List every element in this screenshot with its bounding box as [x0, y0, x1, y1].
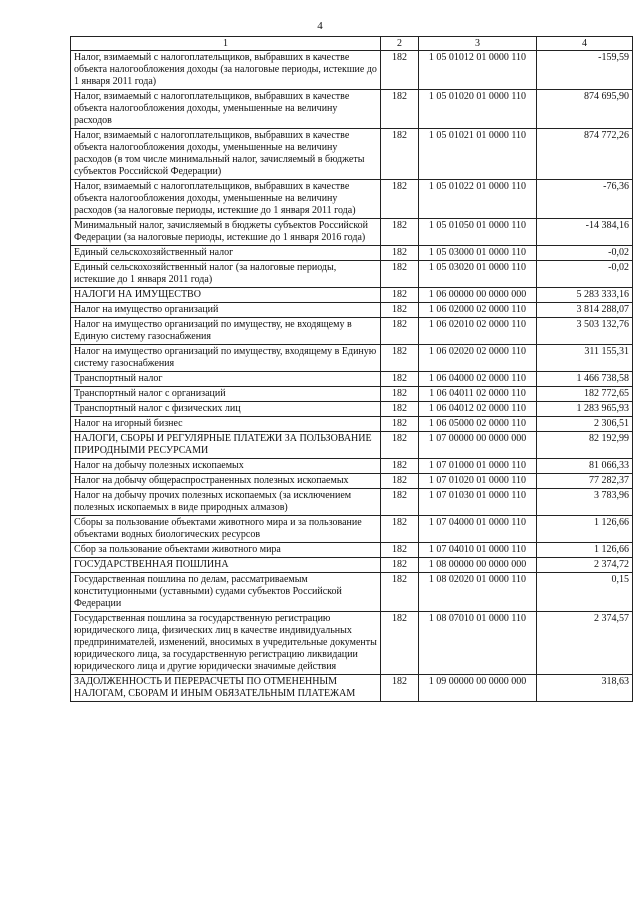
- row-kbk: 1 07 04010 01 0000 110: [419, 543, 537, 558]
- column-header-amount: 4: [537, 37, 633, 51]
- table-row: [71, 51, 633, 90]
- row-amount: 2 306,51: [537, 417, 633, 432]
- row-kbk: 1 05 03000 01 0000 110: [419, 246, 537, 261]
- row-name: НАЛОГИ, СБОРЫ И РЕГУЛЯРНЫЕ ПЛАТЕЖИ ЗА ПОЛЬЗОВАНИЕ ПРИРОДНЫМИ РЕСУРСАМИ: [71, 432, 381, 459]
- row-kbk: 1 05 03020 01 0000 110: [419, 261, 537, 288]
- row-kbk: 1 06 05000 02 0000 110: [419, 417, 537, 432]
- row-kbk: 1 07 01000 01 0000 110: [419, 459, 537, 474]
- row-amount: -0,02: [537, 261, 633, 288]
- table-header-row: [71, 37, 633, 51]
- table-row: [71, 180, 633, 219]
- table-row: [71, 573, 633, 612]
- table-row: [71, 459, 633, 474]
- row-admin-code: 182: [381, 558, 419, 573]
- row-admin-code: 182: [381, 90, 419, 129]
- row-kbk: 1 05 01022 01 0000 110: [419, 180, 537, 219]
- row-admin-code: 182: [381, 261, 419, 288]
- row-name: Налог, взимаемый с налогоплательщиков, выбравших в качестве объекта налогообложения доходы (за налоговые периоды, истекшие до 1 января 2011 года): [71, 51, 381, 90]
- row-admin-code: 182: [381, 246, 419, 261]
- table-row: [71, 261, 633, 288]
- row-amount: 318,63: [537, 675, 633, 702]
- row-kbk: 1 05 01012 01 0000 110: [419, 51, 537, 90]
- column-header-kbk: 3: [419, 37, 537, 51]
- row-admin-code: 182: [381, 318, 419, 345]
- row-amount: -14 384,16: [537, 219, 633, 246]
- row-admin-code: 182: [381, 372, 419, 387]
- table-row: [71, 417, 633, 432]
- row-kbk: 1 05 01020 01 0000 110: [419, 90, 537, 129]
- row-name: Государственная пошлина по делам, рассматриваемым конституционными (уставными) судами субъектов Российской Федерации: [71, 573, 381, 612]
- row-amount: 1 466 738,58: [537, 372, 633, 387]
- row-kbk: 1 06 02000 02 0000 110: [419, 303, 537, 318]
- row-name: Налог, взимаемый с налогоплательщиков, выбравших в качестве объекта налогообложения доходы, уменьшенные на величину расходов: [71, 90, 381, 129]
- row-admin-code: 182: [381, 51, 419, 90]
- table-row: [71, 372, 633, 387]
- row-kbk: 1 06 00000 00 0000 000: [419, 288, 537, 303]
- table-row: [71, 387, 633, 402]
- row-kbk: 1 08 07010 01 0000 110: [419, 612, 537, 675]
- row-admin-code: 182: [381, 387, 419, 402]
- row-name: Сборы за пользование объектами животного мира и за пользование объектами водных биологических ресурсов: [71, 516, 381, 543]
- row-amount: 82 192,99: [537, 432, 633, 459]
- table-row: [71, 318, 633, 345]
- table-row: [71, 288, 633, 303]
- row-name: ГОСУДАРСТВЕННАЯ ПОШЛИНА: [71, 558, 381, 573]
- table-row: [71, 543, 633, 558]
- row-kbk: 1 07 00000 00 0000 000: [419, 432, 537, 459]
- table-row: [71, 558, 633, 573]
- row-amount: 1 283 965,93: [537, 402, 633, 417]
- row-amount: 0,15: [537, 573, 633, 612]
- column-header-name: 1: [71, 37, 381, 51]
- row-amount: 874 772,26: [537, 129, 633, 180]
- row-name: Налог на имущество организаций по имуществу, входящему в Единую систему газоснабжения: [71, 345, 381, 372]
- table-row: [71, 489, 633, 516]
- row-amount: 81 066,33: [537, 459, 633, 474]
- row-name: Налог на имущество организаций: [71, 303, 381, 318]
- row-name: Транспортный налог с организаций: [71, 387, 381, 402]
- page-number: 4: [317, 20, 323, 32]
- table-row: [71, 303, 633, 318]
- row-amount: -0,02: [537, 246, 633, 261]
- row-amount: 2 374,57: [537, 612, 633, 675]
- row-admin-code: 182: [381, 543, 419, 558]
- row-kbk: 1 06 04000 02 0000 110: [419, 372, 537, 387]
- row-admin-code: 182: [381, 402, 419, 417]
- row-admin-code: 182: [381, 516, 419, 543]
- row-amount: 182 772,65: [537, 387, 633, 402]
- row-admin-code: 182: [381, 474, 419, 489]
- row-admin-code: 182: [381, 129, 419, 180]
- row-admin-code: 182: [381, 489, 419, 516]
- row-name: НАЛОГИ НА ИМУЩЕСТВО: [71, 288, 381, 303]
- row-name: Транспортный налог: [71, 372, 381, 387]
- table-body: [71, 51, 633, 702]
- row-name: Государственная пошлина за государственную регистрацию юридического лица, физических лиц в качестве индивидуальных предпринимателей, изменений, вносимых в учредительные документы юридического лица, за государственную регистрацию ликвидации юридического лица и другие юридически значимые действия: [71, 612, 381, 675]
- revenue-table: [70, 36, 633, 702]
- row-kbk: 1 06 04012 02 0000 110: [419, 402, 537, 417]
- row-amount: 311 155,31: [537, 345, 633, 372]
- row-amount: 77 282,37: [537, 474, 633, 489]
- row-admin-code: 182: [381, 675, 419, 702]
- row-admin-code: 182: [381, 303, 419, 318]
- row-amount: 3 783,96: [537, 489, 633, 516]
- row-admin-code: 182: [381, 612, 419, 675]
- row-kbk: 1 08 02020 01 0000 110: [419, 573, 537, 612]
- row-name: Налог на игорный бизнес: [71, 417, 381, 432]
- row-name: Налог на добычу прочих полезных ископаемых (за исключением полезных ископаемых в виде природных алмазов): [71, 489, 381, 516]
- row-kbk: 1 06 04011 02 0000 110: [419, 387, 537, 402]
- row-admin-code: 182: [381, 573, 419, 612]
- row-admin-code: 182: [381, 345, 419, 372]
- row-amount: 2 374,72: [537, 558, 633, 573]
- row-name: Налог, взимаемый с налогоплательщиков, выбравших в качестве объекта налогообложения доходы, уменьшенные на величину расходов (за налоговые периоды, истекшие до 1 января 2011 года): [71, 180, 381, 219]
- table-row: [71, 516, 633, 543]
- row-kbk: 1 05 01021 01 0000 110: [419, 129, 537, 180]
- row-name: Налог на добычу полезных ископаемых: [71, 459, 381, 474]
- table-row: [71, 432, 633, 459]
- row-name: Единый сельскохозяйственный налог (за налоговые периоды, истекшие до 1 января 2011 года): [71, 261, 381, 288]
- row-name: Сбор за пользование объектами животного мира: [71, 543, 381, 558]
- table-row: [71, 402, 633, 417]
- table-row: [71, 219, 633, 246]
- table-row: [71, 612, 633, 675]
- row-kbk: 1 07 04000 01 0000 110: [419, 516, 537, 543]
- table-row: [71, 345, 633, 372]
- row-amount: -76,36: [537, 180, 633, 219]
- row-kbk: 1 08 00000 00 0000 000: [419, 558, 537, 573]
- row-amount: -159,59: [537, 51, 633, 90]
- row-admin-code: 182: [381, 417, 419, 432]
- row-amount: 874 695,90: [537, 90, 633, 129]
- table-row: [71, 474, 633, 489]
- table-row: [71, 129, 633, 180]
- column-header-admin-code: 2: [381, 37, 419, 51]
- row-kbk: 1 09 00000 00 0000 000: [419, 675, 537, 702]
- row-amount: 3 503 132,76: [537, 318, 633, 345]
- row-kbk: 1 07 01030 01 0000 110: [419, 489, 537, 516]
- row-admin-code: 182: [381, 459, 419, 474]
- row-name: Транспортный налог с физических лиц: [71, 402, 381, 417]
- row-amount: 5 283 333,16: [537, 288, 633, 303]
- row-name: Единый сельскохозяйственный налог: [71, 246, 381, 261]
- row-kbk: 1 05 01050 01 0000 110: [419, 219, 537, 246]
- row-admin-code: 182: [381, 180, 419, 219]
- row-name: Минимальный налог, зачисляемый в бюджеты субъектов Российской Федерации (за налоговые периоды, истекшие до 1 января 2016 года): [71, 219, 381, 246]
- row-admin-code: 182: [381, 432, 419, 459]
- table-row: [71, 246, 633, 261]
- table-row: [71, 675, 633, 702]
- row-name: Налог, взимаемый с налогоплательщиков, выбравших в качестве объекта налогообложения доходы, уменьшенные на величину расходов (в том числе минимальный налог, зачисляемый в бюджеты субъектов Российской Федерации): [71, 129, 381, 180]
- row-admin-code: 182: [381, 288, 419, 303]
- row-amount: 1 126,66: [537, 516, 633, 543]
- table-row: [71, 90, 633, 129]
- row-name: Налог на добычу общераспространенных полезных ископаемых: [71, 474, 381, 489]
- row-name: ЗАДОЛЖЕННОСТЬ И ПЕРЕРАСЧЕТЫ ПО ОТМЕНЕННЫМ НАЛОГАМ, СБОРАМ И ИНЫМ ОБЯЗАТЕЛЬНЫМ ПЛАТЕЖАМ: [71, 675, 381, 702]
- row-amount: 3 814 288,07: [537, 303, 633, 318]
- row-kbk: 1 06 02010 02 0000 110: [419, 318, 537, 345]
- row-amount: 1 126,66: [537, 543, 633, 558]
- row-admin-code: 182: [381, 219, 419, 246]
- row-kbk: 1 06 02020 02 0000 110: [419, 345, 537, 372]
- row-kbk: 1 07 01020 01 0000 110: [419, 474, 537, 489]
- row-name: Налог на имущество организаций по имуществу, не входящему в Единую систему газоснабжения: [71, 318, 381, 345]
